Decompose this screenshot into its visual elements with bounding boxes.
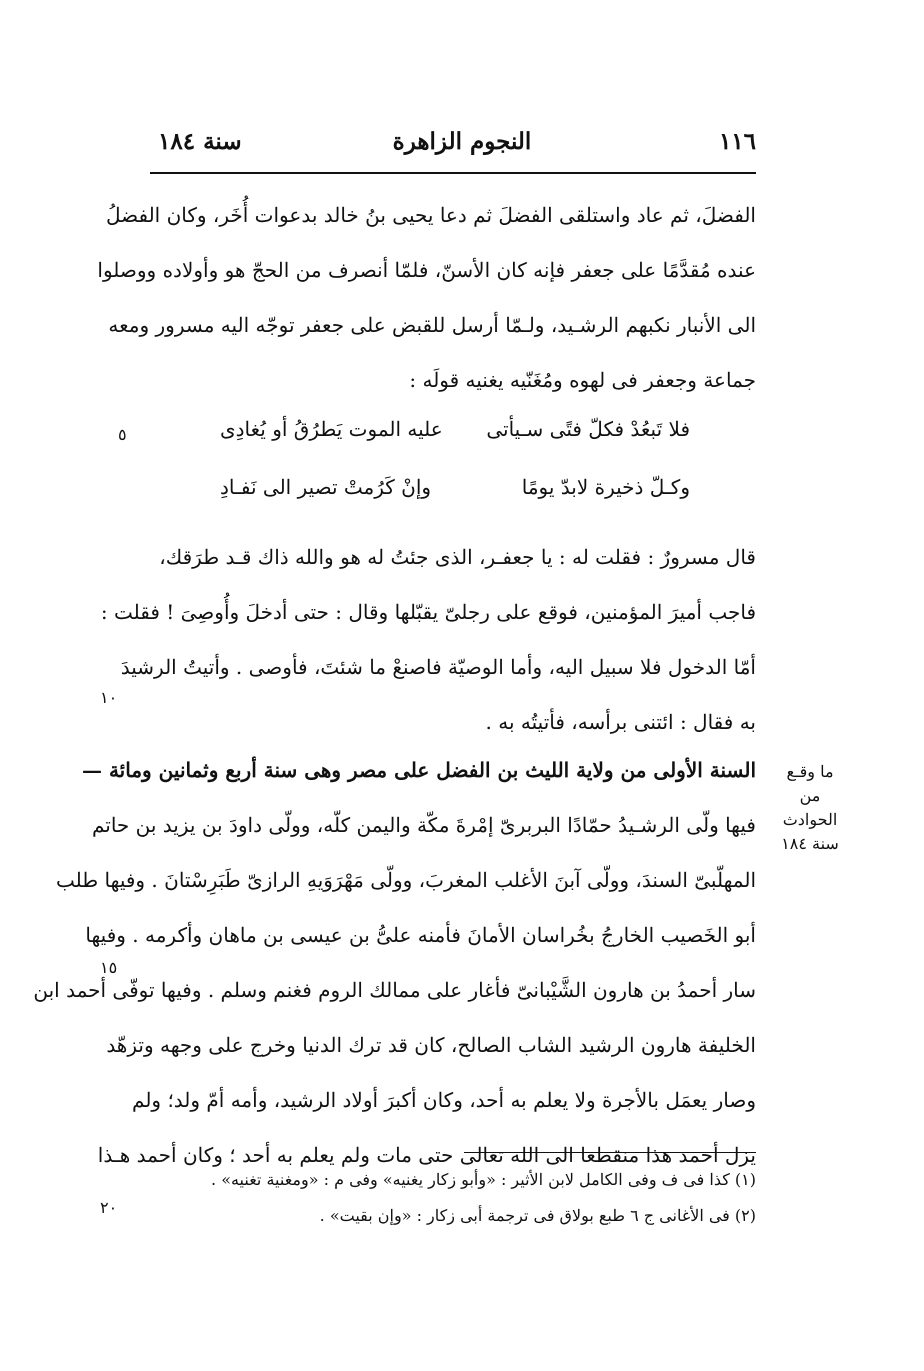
verse-hemistich: فلا تَبعُدْ فكلّ فتًى سـيأتى bbox=[486, 417, 690, 441]
footnote-rule bbox=[464, 1152, 756, 1153]
text-line: به فقال : ائتنى برأسه، فأتيتُه به . bbox=[485, 710, 756, 734]
text-line: عنده مُقدَّمًا على جعفر فإنه كان الأسنّ، فلمّا أنصرف من الحجّ هو وأولاده ووصلوا bbox=[97, 258, 756, 282]
text-line: المهلّبىّ السندَ، وولّى آبنَ الأغلب المغربَ، وولّى مَهْرَوَيهِ الرازىّ طَبَرِسْتانَ . وفيها طلب bbox=[55, 868, 756, 892]
header-rule bbox=[150, 172, 756, 174]
verse-line-1 bbox=[150, 404, 756, 454]
verse-hemistich: عليه الموت يَطرُقُ أو يُغادِى bbox=[220, 417, 443, 441]
text-line: سار أحمدُ بن هارون الشَّيْبانىّ فأغار على ممالك الروم فغنم وسلم . وفيها توفّى أحمد ابن bbox=[33, 978, 756, 1002]
text-line: يزل أحمد هذا منقطعا الى الله تعالى حتى مات ولم يعلم به أحد ؛ وكان أحمد هـذا bbox=[97, 1143, 756, 1167]
margin-note-line: سنة ١٨٤ bbox=[781, 834, 839, 853]
text-line: الى الأنبار نكبهم الرشـيد، ولـمّا أرسل للقبض على جعفر توجّه اليه مسرور ومعه bbox=[108, 313, 756, 337]
line-number: ١٠ bbox=[100, 688, 118, 707]
text-line: فيها ولّى الرشـيدُ حمّادًا البربرىّ إمْرةَ مكّة واليمن كلّه، وولّى داودَ بن يزيد بن حاتم bbox=[91, 813, 756, 837]
text-line: السنة الأولى من ولاية الليث بن الفضل على مصر وهى سنة أربع وثمانين ومائة — bbox=[82, 758, 756, 782]
verse-hemistich: وكـلّ ذخيرة لابدّ يومًا bbox=[521, 475, 690, 499]
header-page-number: ١١٦ bbox=[718, 128, 756, 155]
text-line: أبو الخَصيب الخارجُ بخُراسان الأمانَ فأمنه علىُّ بن عيسى بن ماهان وأكرمه . وفيها bbox=[85, 923, 756, 947]
header-book-title: النجوم الزاهرة bbox=[392, 128, 532, 155]
line-number: ١٥ bbox=[100, 958, 118, 977]
verse-hemistich: وإنْ كَرُمتْ تصير الى نَفـادِ bbox=[220, 475, 432, 499]
paragraph-1 bbox=[97, 188, 756, 408]
line-number: ٥ bbox=[118, 425, 127, 444]
text-line: الفضلَ، ثم عاد واستلقى الفضلَ ثم دعا يحيى بنُ خالد بدعوات أُخَر، وكان الفضلُ bbox=[105, 203, 756, 227]
margin-note-line: ما وقـع bbox=[786, 762, 834, 781]
line-number: ٢٠ bbox=[100, 1198, 118, 1217]
header-year: سنة ١٨٤ bbox=[158, 128, 242, 155]
text-line: جماعة وجعفر فى لهوه ومُغَنّيه يغنيه قولَه : bbox=[409, 368, 756, 392]
text-line: أمّا الدخول فلا سبيل اليه، وأما الوصيّة فاصنعْ ما شئتَ، فأوصى . وأتيتُ الرشيدَ bbox=[120, 655, 756, 679]
text-line: وصار يعمَل بالأجرة ولا يعلم به أحد، وكان أكبرَ أولاد الرشيد، وأمه أمّ ولد؛ ولم bbox=[132, 1088, 756, 1112]
footnote-2: (٢) فى الأغانى ج ٦ طبع بولاق فى ترجمة أبى زكار : «وإن بقيت» . bbox=[319, 1206, 756, 1225]
margin-note-line: من الحوادث bbox=[782, 786, 838, 829]
verse-line-2 bbox=[150, 462, 756, 512]
margin-note bbox=[770, 760, 850, 856]
text-line: قال مسرورٌ : فقلت له : يا جعفـر، الذى جئتُ له هو والله ذاك قـد طرَقك، bbox=[159, 545, 756, 569]
footnote-1: (١) كذا فى ف وفى الكامل لابن الأثير : «وأبو زكار يغنيه» وفى م : «ومغنية تغنيه» . bbox=[211, 1170, 756, 1189]
text-line: فاجب أميرَ المؤمنين، فوقع على رجلىّ يقبّلها وقال : حتى أدخلَ وأُوصِىَ ! فقلت : bbox=[100, 600, 756, 624]
text-line: الخليفة هارون الرشيد الشاب الصالح، كان قد ترك الدنيا وخرج على وجهه وتزهّد bbox=[106, 1033, 756, 1057]
